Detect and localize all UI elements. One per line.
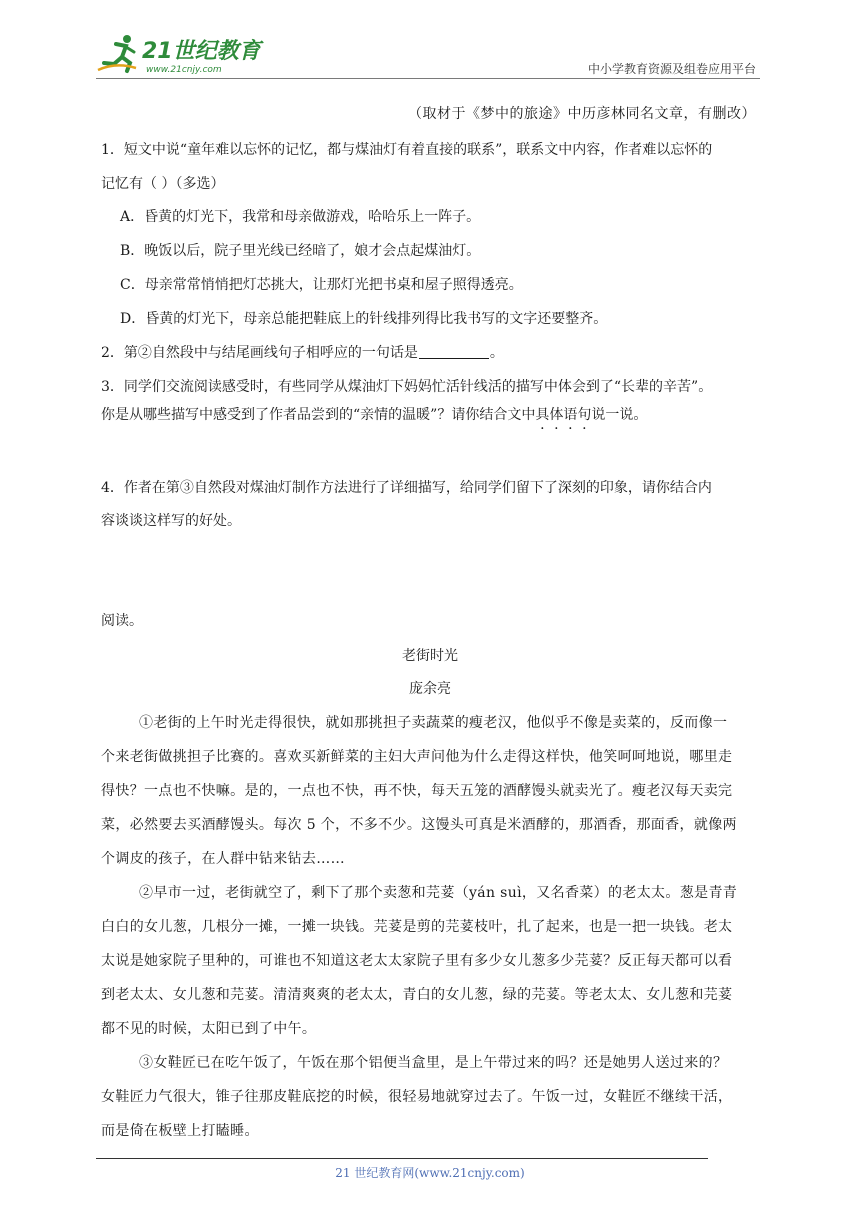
reading-label: 阅读。	[101, 613, 143, 629]
question-2	[101, 343, 504, 363]
option-a: A．昏黄的灯光下，我常和母亲做游戏，哈哈乐上一阵子。	[120, 209, 481, 225]
paragraph-3-line: 而是倚在板壁上打瞌睡。	[101, 1123, 259, 1139]
source-note: （取材于《梦中的旅途》中历彦林同名文章，有删改）	[408, 106, 756, 122]
passage-author: 庞余亮	[409, 681, 451, 697]
paragraph-2-line: ②早市一过，老街就空了，剩下了那个卖葱和芫荽（yán suì，又名香菜）的老太太。葱是青青	[139, 885, 738, 901]
runner-logo-icon	[96, 30, 266, 78]
question-2-end: 。	[489, 345, 504, 361]
emphasis-char: 体	[549, 407, 564, 423]
passage-title: 老街时光	[402, 648, 458, 664]
logo-text: 21世纪教育	[142, 39, 261, 64]
paragraph-3-line: 女鞋匠力气很大，锥子往那皮鞋底挖的时候，很轻易地就穿过去了。午饭一过，女鞋匠不继续干活，	[101, 1089, 733, 1105]
paragraph-1-line: 菜，必然要去买酒酵馒头。每次 5 个，不多不少。这馒头可真是米酒酵的，那酒香，那面香，就像两	[101, 817, 737, 833]
option-b: B．晚饭以后，院子里光线已经暗了，娘才会点起煤油灯。	[120, 243, 481, 259]
logo-url: www.21cnjy.com	[146, 65, 222, 75]
paragraph-2-line: 都不见的时候，太阳已到了中午。	[101, 1021, 317, 1037]
paragraph-2-line: 太说是她家院子里种的，可谁也不知道这老太太家院子里有多少女儿葱多少芫荽？反正每天都可以看	[101, 953, 733, 969]
question-4-line-1: 4．作者在第③自然段对煤油灯制作方法进行了详细描写，给同学们留下了深刻的印象，请你结合内	[101, 480, 712, 496]
emphasis-char: 句	[577, 407, 592, 423]
emphasis-char: 具	[535, 407, 550, 423]
platform-name: 中小学教育资源及组卷应用平台	[587, 62, 756, 76]
paragraph-2-line: 白白的女儿葱，几根分一摊，一摊一块钱。芫荽是剪的芫荽枝叶，扎了起来，也是一把一块钱。老太	[101, 919, 733, 935]
question-1-line-1: 1．短文中说“童年难以忘怀的记忆，都与煤油灯有着直接的联系”，联系文中内容，作者难以忘怀的	[101, 142, 713, 158]
question-2-text: 2．第②自然段中与结尾画线句子相呼应的一句话是	[101, 345, 418, 361]
header-divider	[96, 78, 760, 79]
question-3-line-2	[101, 405, 647, 425]
question-4-line-2: 容谈谈这样写的好处。	[101, 513, 241, 529]
question-3-line-1: 3．同学们交流阅读感受时，有些同学从煤油灯下妈妈忙活针线活的描写中体会到了“长辈的辛苦”。	[101, 379, 713, 395]
paragraph-2-line: 到老太太、女儿葱和芫荽。清清爽爽的老太太，青白的女儿葱，绿的芫荽。等老太太、女儿葱和芫荽	[101, 987, 733, 1003]
paragraph-1-line: 个调皮的孩子，在人群中钻来钻去……	[101, 851, 345, 867]
option-d: D．昏黄的灯光下，母亲总能把鞋底上的针线排列得比我书写的文字还要整齐。	[120, 311, 608, 327]
option-c: C．母亲常常悄悄把灯芯挑大，让那灯光把书桌和屋子照得透亮。	[120, 277, 523, 293]
paragraph-1-line: 得快？一点也不快嘛。是的，一点也不快，再不快，每天五笼的酒酵馒头就卖光了。瘦老汉每天卖完	[101, 783, 733, 799]
question-1-line-2: 记忆有（ ）（多选）	[101, 176, 225, 192]
paragraph-3-line: ③女鞋匠已在吃午饭了，午饭在那个铝便当盒里，是上午带过来的吗？还是她男人送过来的？	[139, 1055, 728, 1071]
footer-divider	[96, 1158, 708, 1159]
page-footer[interactable]: 21 世纪教育网(www.21cnjy.com)	[335, 1166, 525, 1180]
paragraph-1-line: 个来老街做挑担子比赛的。喜欢买新鲜菜的主妇大声问他为什么走得这样快，他笑呵呵地说，哪里走	[101, 749, 733, 765]
paragraph-1-line: ①老街的上午时光走得很快，就如那挑担子卖蔬菜的瘦老汉，他似乎不像是卖菜的，反而像一	[139, 715, 728, 731]
question-3-text: 你是从哪些描写中感受到了作者品尝到的“亲情的温暖”？请你结合文中	[101, 407, 536, 423]
logo	[96, 30, 266, 78]
emphasis-char: 语	[563, 407, 578, 423]
question-3-end: 说一说。	[591, 407, 648, 423]
answer-blank[interactable]	[419, 344, 489, 359]
page-header	[96, 30, 760, 80]
